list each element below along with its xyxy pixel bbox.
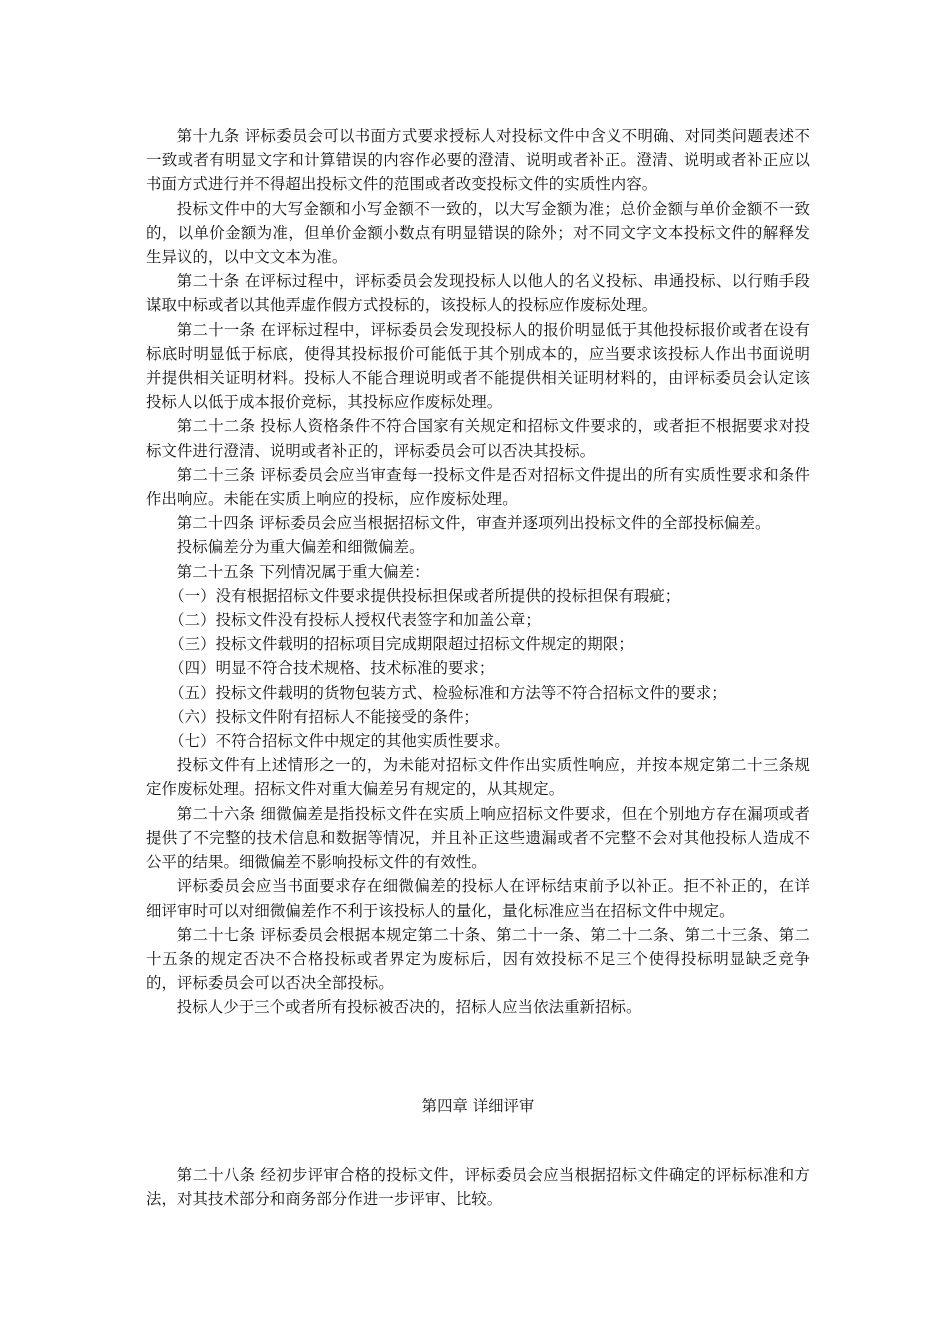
paragraph-article-23: 第二十三条 评标委员会应当审查每一投标文件是否对招标文件提出的所有实质性要求和条件作出响应。未能在实质上响应的投标，应作废标处理。	[146, 465, 810, 509]
paragraph-deviation-types: 投标偏差分为重大偏差和细微偏差。	[176, 538, 425, 557]
paragraph-minor-deviation-correction: 评标委员会应当书面要求存在细微偏差的投标人在评标结束前予以补正。拒不补正的，在详细评审时可以对细微偏差作不利于该投标人的量化，量化标准应当在招标文件中规定。	[146, 877, 810, 920]
list-item-major-deviation-3: （三）投标文件载明的招标项目完成期限超过招标文件规定的期限；	[169, 635, 634, 654]
paragraph-article-24: 第二十四条 评标委员会应当根据招标文件，审查并逐项列出投标文件的全部投标偏差。	[176, 514, 771, 533]
paragraph-major-deviation-handling: 投标文件有上述情形之一的，为未能对招标文件作出实质性响应，并按本规定第二十三条规定作废标处理。招标文件对重大偏差另有规定的，从其规定。	[146, 756, 810, 799]
list-item-major-deviation-6: （六）投标文件附有招标人不能接受的条件；	[169, 707, 479, 726]
main-text-block	[146, 124, 810, 1020]
paragraph-amount-discrepancy: 投标文件中的大写金额和小写金额不一致的，以大写金额为准；总价金额与单价金额不一致的，以单价金额为准，但单价金额小数点有明显错误的除外；对不同文字文本投标文件的解释发生异议的，以中文文本为准。	[146, 199, 810, 267]
paragraph-article-25: 第二十五条 下列情况属于重大偏差：	[176, 562, 430, 581]
list-item-major-deviation-1: （一）没有根据招标文件要求提供投标担保或者所提供的投标担保有瑕疵；	[169, 586, 681, 605]
paragraph-article-27: 第二十七条 评标委员会根据本规定第二十条、第二十一条、第二十二条、第二十三条、第二十五条的规定否决不合格投标或者界定为废标后，因有效投标不足三个使得投标明显缺乏竞争的，评标委员会可以否决全部投标。	[146, 925, 810, 993]
list-item-major-deviation-7: （七）不符合招标文件中规定的其他实质性要求。	[169, 732, 510, 751]
list-item-major-deviation-2: （二）投标文件没有投标人授权代表签字和加盖公章；	[169, 611, 541, 630]
list-item-major-deviation-5: （五）投标文件载明的货物包装方式、检验标准和方法等不符合招标文件的要求；	[169, 683, 727, 702]
chapter-text-block	[146, 1163, 810, 1211]
paragraph-article-28: 第二十八条 经初步评审合格的投标文件，评标委员会应当根据招标文件确定的评标标准和方法，对其技术部分和商务部分作进一步评审、比较。	[146, 1166, 810, 1209]
paragraph-article-20: 第二十条 在评标过程中，评标委员会发现投标人以他人的名义投标、串通投标、以行贿手段谋取中标或者以其他弄虚作假方式投标的，该投标人的投标应作废标处理。	[146, 272, 810, 315]
list-item-major-deviation-4: （四）明显不符合技术规格、技术标准的要求；	[169, 659, 495, 678]
paragraph-article-22: 第二十二条 投标人资格条件不符合国家有关规定和招标文件要求的，或者拒不根据要求对投标文件进行澄清、说明或者补正的，评标委员会可以否决其投标。	[146, 417, 810, 460]
chapter-title: 第四章 详细评审	[421, 1097, 535, 1115]
paragraph-article-26: 第二十六条 细微偏差是指投标文件在实质上响应招标文件要求，但在个别地方存在漏项或者提供了不完整的技术信息和数据等情况，并且补正这些遗漏或者不完整不会对其他投标人造成不公平的结果。细微偏差不影响投标文件的有效性。	[146, 804, 810, 872]
paragraph-rebid: 投标人少于三个或者所有投标被否决的，招标人应当依法重新招标。	[176, 998, 642, 1017]
paragraph-article-21: 第二十一条 在评标过程中，评标委员会发现投标人的报价明显低于其他投标报价或者在设有标底时明显低于标底，使得其投标报价可能低于其个别成本的，应当要求该投标人作出书面说明并提供相关证明材料。投标人不能合理说明或者不能提供相关证明材料的，由评标委员会认定该投标人以低于成本报价竞标，其投标应作废标处理。	[146, 320, 810, 412]
paragraph-article-19: 第十九条 评标委员会可以书面方式要求授标人对投标文件中含义不明确、对同类问题表述不一致或者有明显文字和计算错误的内容作必要的澄清、说明或者补正。澄清、说明或者补正应以书面方式进行并不得超出投标文件的范围或者改变投标文件的实质性内容。	[146, 127, 810, 194]
